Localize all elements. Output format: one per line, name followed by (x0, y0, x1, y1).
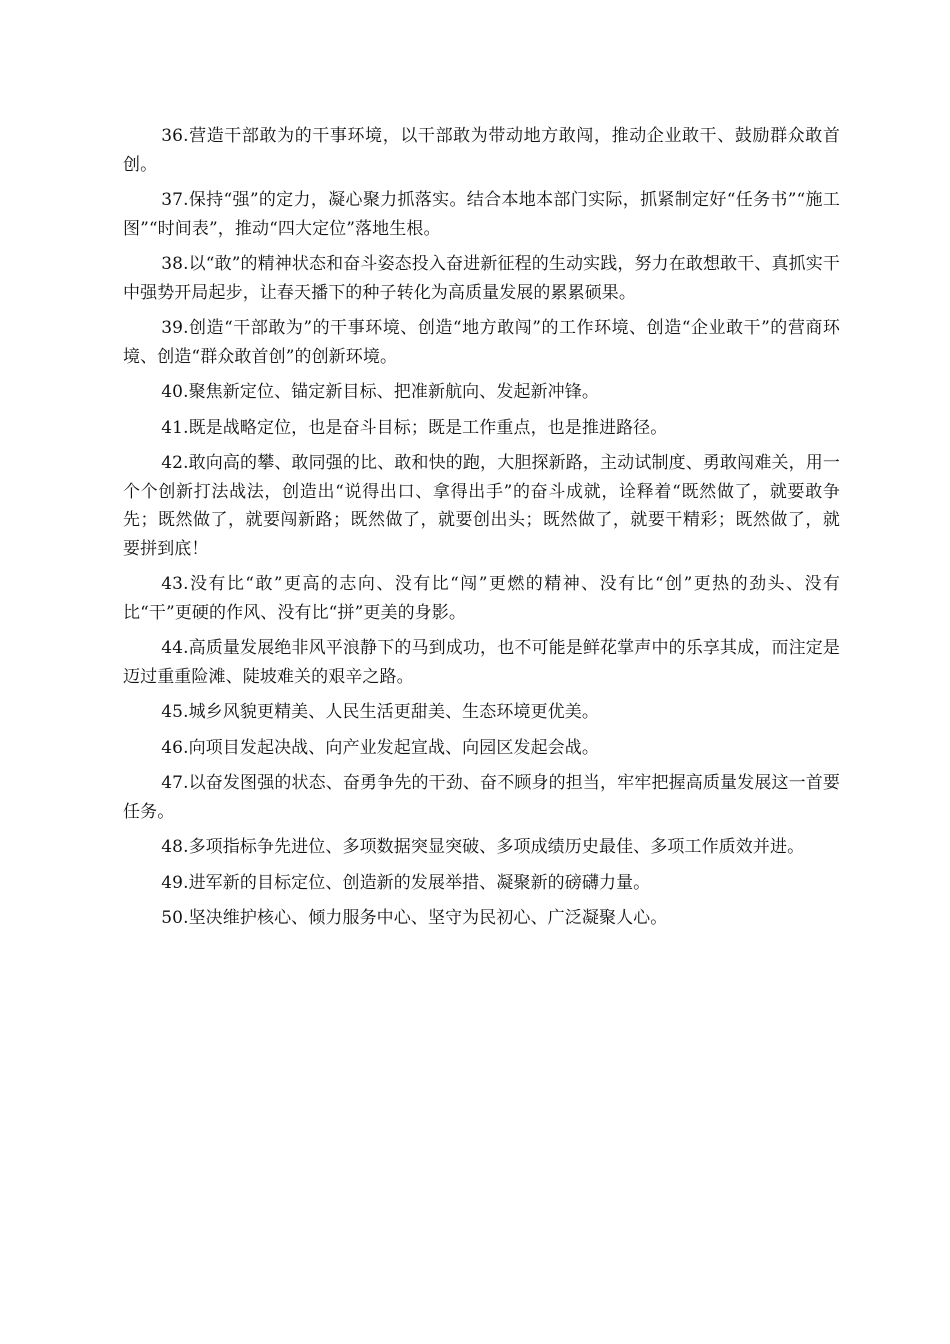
paragraph-44: 44.高质量发展绝非风平浪静下的马到成功，也不可能是鲜花掌声中的乐享其成，而注定是迈过重重险滩、陡坡难关的艰辛之路。 (123, 638, 840, 687)
paragraph-43: 43.没有比“敢”更高的志向、没有比“闯”更燃的精神、没有比“创”更热的劲头、没有比“干”更硬的作风、没有比“拼”更美的身影。 (123, 574, 840, 623)
paragraph-46: 46.向项目发起决战、向产业发起宣战、向园区发起会战。 (161, 737, 599, 758)
paragraph-42: 42.敢向高的攀、敢同强的比、敢和快的跑，大胆探新路，主动试制度、勇敢闯难关，用一个个创新打法战法，创造出“说得出口、拿得出手”的奋斗成就，诠释着“既然做了，就要敢争先；既然做了，就要闯新路；既然做了，就要创出头；既然做了，就要干精彩；既然做了，就要拼到底！ (123, 453, 840, 559)
paragraph-48: 48.多项指标争先进位、多项数据突显突破、多项成绩历史最佳、多项工作质效并进。 (161, 837, 805, 857)
paragraph-39: 39.创造“干部敢为”的干事环境、创造“地方敢闯”的工作环境、创造“企业敢干”的营商环境、创造“群众敢首创”的创新环境。 (123, 318, 840, 367)
paragraph-49: 49.进军新的目标定位、创造新的发展举措、凝聚新的磅礴力量。 (161, 872, 651, 893)
paragraph-38: 38.以“敢”的精神状态和奋斗姿态投入奋进新征程的生动实践，努力在敢想敢干、真抓实干中强势开局起步，让春天播下的种子转化为高质量发展的累累硕果。 (123, 254, 840, 303)
paragraph-50: 50.坚决维护核心、倾力服务中心、坚守为民初心、广泛凝聚人心。 (161, 908, 668, 928)
paragraph-37: 37.保持“强”的定力，凝心聚力抓落实。结合本地本部门实际，抓紧制定好“任务书”“施工图”“时间表”，推动“四大定位”落地生根。 (123, 190, 840, 239)
paragraph-47: 47.以奋发图强的状态、奋勇争先的干劲、奋不顾身的担当，牢牢把握高质量发展这一首要任务。 (123, 773, 840, 822)
paragraph-36: 36.营造干部敢为的干事环境，以干部敢为带动地方敢闯，推动企业敢干、鼓励群众敢首创。 (123, 126, 840, 175)
paragraph-40: 40.聚焦新定位、锚定新目标、把准新航向、发起新冲锋。 (161, 382, 599, 402)
paragraph-41: 41.既是战略定位，也是奋斗目标；既是工作重点，也是推进路径。 (161, 417, 668, 438)
paragraph-45: 45.城乡风貌更精美、人民生活更甜美、生态环境更优美。 (161, 702, 599, 722)
document-page (123, 122, 840, 940)
